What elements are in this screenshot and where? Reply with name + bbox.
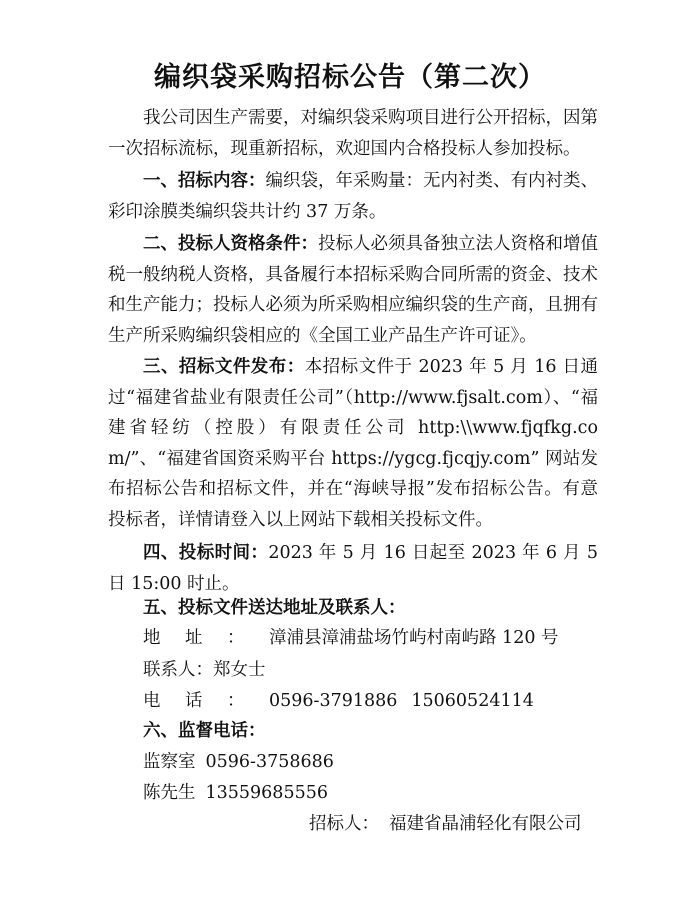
tenderer-company: 福建省晶浦轻化有限公司 [389,814,582,834]
contact-label: 联系人： [143,660,213,680]
contact-line [143,655,266,685]
page-title: 编织袋采购招标公告（第二次） [154,62,546,93]
supervision-row-1 [143,747,334,777]
address-value: 漳浦县漳浦盐场竹屿村南屿路 120 号 [269,628,559,648]
section-1-paragraph [108,166,598,227]
intro-paragraph: 我公司因生产需要，对编织袋采购项目进行公开招标，因第一次招标流标，现重新招标，欢迎国内合格投标人参加投标。 [108,108,598,159]
section-5-heading: 五、投标文件送达地址及联系人： [143,598,406,618]
address-label: 地址： [143,628,269,648]
tenderer-line [309,809,582,839]
section-4-paragraph [108,538,598,599]
address-line [143,623,559,653]
section-1-body: 编织袋，年采购量：无内衬类、有内衬类、彩印涂膜类编织袋共计约 37 万条。 [108,171,598,222]
supervision-row-2 [143,778,328,808]
section-2-paragraph [108,229,598,351]
contact-value: 郑女士 [213,660,266,680]
phone-line [143,686,534,716]
section-2-body: 投标人必须具备独立法人资格和增值税一般纳税人资格，具备履行本招标采购合同所需的资金、技术和生产能力；投标人必须为所采购相应编织袋的生产商，且拥有生产所采购编织袋相应的《全国工业产品生产许可证》。 [108,234,598,346]
section-1-heading: 一、招标内容： [143,171,266,191]
supervision-label-1: 监察室 [143,752,196,772]
section-3-paragraph [108,352,598,535]
section-6-heading: 六、监督电话： [143,721,266,741]
tenderer-label: 招标人： [309,814,379,834]
supervision-value-2: 13559685556 [205,783,328,803]
phone-value-2: 15060524114 [411,691,534,711]
supervision-value-1: 0596-3758686 [205,752,334,772]
phone-value-1: 0596-3791886 [269,691,398,711]
section-4-body: 2023 年 5 月 16 日起至 2023 年 6 月 5 日 15:00 时止。 [108,543,598,594]
section-3-body: 本招标文件于 2023 年 5 月 16 日通过“福建省盐业有限责任公司”（http://www.fjsalt.com）、“福建省轻纺（控股）有限责任公司 http:\\www.fjqfkg.com/”、“福建省国资采购平台 https://ygcg.fjcqjy.com” 网站发布招标公告和招标文件，并在“海峡导报”发布招标公告。有意投标者，详情请登入以上网站下载相关投标文件。 [108,357,598,530]
section-4-heading: 四、投标时间： [143,543,269,563]
section-2-heading: 二、投标人资格条件： [143,234,318,254]
phone-label: 电话： [143,691,269,711]
section-3-heading: 三、招标文件发布： [143,357,305,377]
supervision-label-2: 陈先生 [143,783,196,803]
